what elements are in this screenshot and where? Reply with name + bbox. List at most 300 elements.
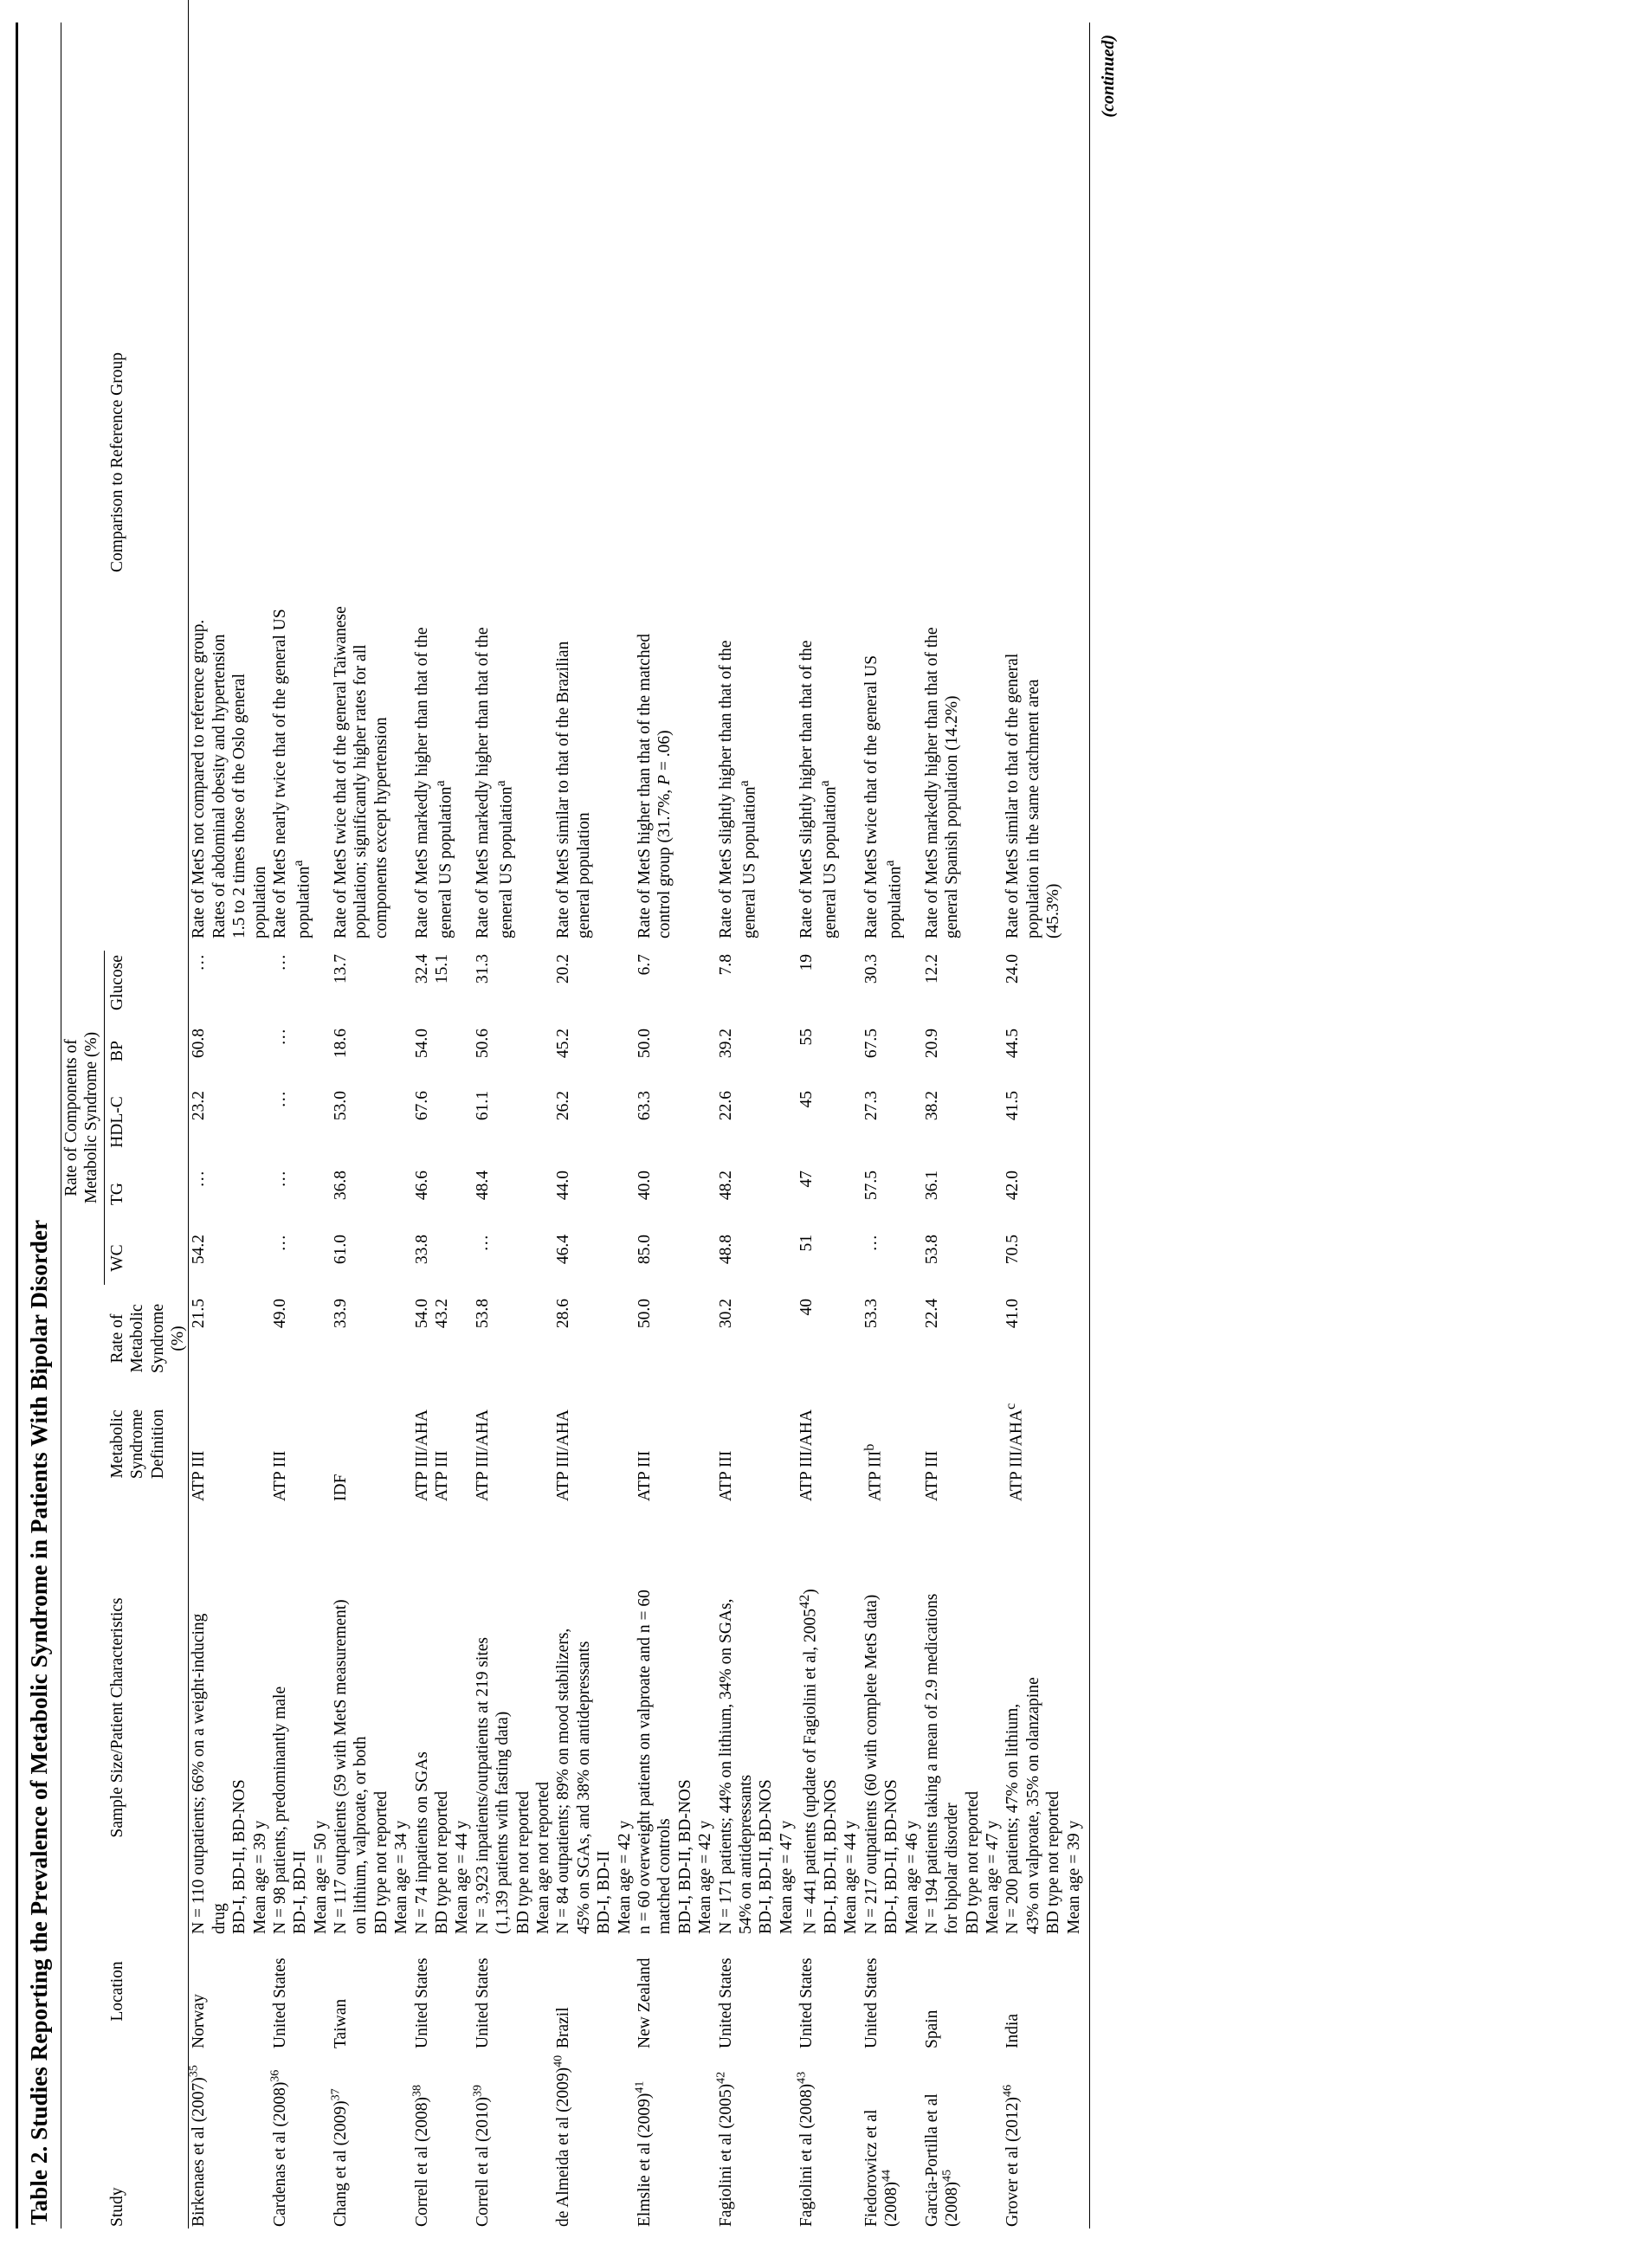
- cell-glucose-line: 12.2: [922, 954, 941, 984]
- cell-comparison-line: general US population$^a$: [816, 780, 840, 938]
- cell-location: [189, 1934, 270, 2048]
- cell-comparison: [553, 0, 635, 945]
- cell-hdl: [412, 1082, 473, 1162]
- cell-hdl-line: 23.2: [190, 1091, 209, 1121]
- cell-bp-line: …: [270, 1029, 289, 1046]
- col-rate-l4: (%): [168, 1325, 187, 1351]
- cell-wc: [473, 1226, 554, 1290]
- cell-sample-line: N = 217 outpatients (60 with complete MetS data): [861, 1594, 881, 1934]
- cell-sample-line: BD-I, BD-II, BD-NOS: [882, 1779, 901, 1934]
- cell-glucose-line: 19: [797, 954, 816, 971]
- cell-sample-line: BD type not reported: [963, 1790, 982, 1934]
- cell-location-line: Brazil: [554, 2007, 573, 2048]
- cell-definition-line: ATP III/AHA: [473, 1409, 492, 1501]
- cell-sample-line: BD type not reported: [433, 1790, 452, 1934]
- cell-glucose: [635, 945, 716, 1020]
- cell-glucose-line: 30.3: [861, 954, 881, 984]
- cell-sample-line: BD-I, BD-II, BD-NOS: [230, 1779, 249, 1934]
- cell-bp: [331, 1020, 412, 1082]
- cell-glucose: [922, 945, 1003, 1020]
- cell-rate: [922, 1290, 1003, 1387]
- table-head: [61, 0, 189, 2228]
- cell-bp-line: 50.0: [635, 1029, 654, 1059]
- cell-study: Fagiolini et al $(2008)^{43}$: [795, 2071, 816, 2227]
- cell-tg-line: 36.1: [922, 1171, 941, 1201]
- cell-location-line: United States: [797, 1958, 816, 2048]
- cell-bp-line: 55: [797, 1029, 816, 1046]
- col-definition-l2: Syndrome: [128, 1409, 147, 1480]
- col-definition-l3: Definition: [148, 1409, 167, 1480]
- cell-definition: [412, 1387, 473, 1501]
- cell-definition: [473, 1387, 554, 1501]
- cell-definition: [797, 1387, 861, 1501]
- cell-hdl-line: 45: [797, 1091, 816, 1108]
- cell-study: Fiedorowicz et al $(2008)^{44}$: [861, 2109, 901, 2227]
- cell-glucose: [797, 945, 861, 1020]
- cell-bp: [553, 1020, 635, 1082]
- cell-hdl-line: 53.0: [332, 1091, 351, 1121]
- cell-comparison: [189, 0, 270, 945]
- cell-location: [635, 1934, 716, 2048]
- cell-glucose: [412, 945, 473, 1020]
- cell-bp-line: 50.6: [473, 1029, 492, 1059]
- cell-sample: [553, 1501, 635, 1934]
- col-tg: TG: [107, 1183, 126, 1205]
- col-wc: WC: [107, 1244, 126, 1272]
- cell-sample-line: N = 98 patients, predominantly male: [270, 1686, 289, 1934]
- cell-comparison-line: population: [250, 866, 269, 938]
- cell-tg: [635, 1162, 716, 1226]
- cell-sample-line: (1,139 patients with fasting data): [494, 1711, 513, 1934]
- cell-bp: [797, 1020, 861, 1082]
- cell-hdl: [473, 1082, 554, 1162]
- cell-comparison-line: general US population$^a$: [735, 780, 759, 938]
- cell-comparison: [270, 0, 331, 945]
- cell-rate-line: 43.2: [433, 1299, 452, 1329]
- col-study: Study: [107, 2187, 126, 2227]
- components-header-line1: Rate of Components of: [62, 1039, 81, 1196]
- cell-wc-line: 48.8: [716, 1235, 735, 1265]
- cell-sample-line: BD-I, BD-II, BD-NOS: [821, 1779, 840, 1934]
- cell-hdl: [797, 1082, 861, 1162]
- cell-hdl-line: 22.6: [716, 1091, 735, 1121]
- cell-sample-line: 45% on SGAs, and 38% on antidepressants: [574, 1641, 593, 1934]
- cell-comparison-line: Rate of MetS not compared to reference group.: [190, 619, 209, 938]
- cell-rate: [412, 1290, 473, 1387]
- cell-tg: [861, 1162, 922, 1226]
- cell-hdl: [270, 1082, 331, 1162]
- cell-wc-line: …: [270, 1235, 289, 1252]
- cell-definition: [635, 1387, 716, 1501]
- cell-rate-line: 53.3: [861, 1299, 881, 1329]
- cell-rate-line: 50.0: [635, 1299, 654, 1329]
- cell-location: [412, 1934, 473, 2048]
- cell-study: Cardenas et al $(2008)^{36}$: [268, 2069, 289, 2227]
- col-rate-l1: Rate of: [107, 1313, 126, 1364]
- cell-sample-line: BD type not reported: [371, 1790, 390, 1934]
- cell-definition-line: ATP III$^b$: [861, 1443, 885, 1501]
- cell-hdl-line: 63.3: [635, 1091, 654, 1121]
- table-title: Table 2. Studies Reporting the Prevalence of Metabolic Syndrome in Patients With Bipolar Disorder: [16, 23, 61, 2228]
- cell-comparison-line: Rate of MetS twice that of the general US: [861, 655, 881, 938]
- cell-sample: [270, 1501, 331, 1934]
- cell-sample-line: Mean age = 47 y: [777, 1820, 796, 1934]
- cell-sample-line: N = 3,923 inpatients/outpatients at 219 sites: [473, 1636, 492, 1934]
- cell-tg: [716, 1162, 797, 1226]
- continued-label: (continued): [1099, 35, 1119, 118]
- cell-sample-line: n = 60 overweight patients on valproate and n = 60: [635, 1590, 654, 1934]
- components-group-header: [61, 945, 107, 1290]
- cell-wc-line: 46.4: [554, 1235, 573, 1265]
- cell-wc: [922, 1226, 1003, 1290]
- cell-sample-line: Mean age not reported: [533, 1782, 552, 1934]
- cell-hdl-line: 61.1: [473, 1091, 492, 1121]
- cell-location: [270, 1934, 331, 2048]
- cell-definition-line: ATP III: [716, 1450, 735, 1501]
- cell-comparison: [922, 0, 1003, 945]
- cell-bp-line: 39.2: [716, 1029, 735, 1059]
- cell-location-line: United States: [716, 1958, 735, 2048]
- cell-sample-line: BD-I, BD-II, BD-NOS: [675, 1779, 694, 1934]
- cell-definition: [331, 1387, 412, 1501]
- cell-sample-line: Mean age = 39 y: [1064, 1820, 1083, 1934]
- cell-rate: [635, 1290, 716, 1387]
- cell-tg-line: 44.0: [554, 1171, 573, 1201]
- cell-sample-line: Mean age = 39 y: [250, 1820, 269, 1934]
- cell-glucose-line: 13.7: [332, 954, 351, 984]
- cell-sample-line: BD type not reported: [1044, 1790, 1063, 1934]
- cell-definition-line: ATP III/AHA: [797, 1409, 816, 1501]
- cell-definition: [861, 1387, 922, 1501]
- cell-definition-line: ATP III/AHA$^c$: [1003, 1403, 1026, 1501]
- cell-comparison: [473, 0, 554, 945]
- table-row: [716, 0, 797, 2228]
- cell-sample: [922, 1501, 1003, 1934]
- cell-location-line: Spain: [922, 2009, 941, 2048]
- table-body: [189, 0, 1084, 2228]
- cell-definition-line: ATP III: [190, 1450, 209, 1501]
- cell-definition: [270, 1387, 331, 1501]
- cell-sample-line: N = 84 outpatients; 89% on mood stabilizers,: [554, 1628, 573, 1934]
- cell-sample-line: Mean age = 34 y: [392, 1820, 411, 1934]
- cell-tg-line: …: [190, 1171, 209, 1188]
- cell-tg-line: 42.0: [1003, 1171, 1023, 1201]
- cell-hdl-line: 38.2: [922, 1091, 941, 1121]
- cell-comparison-line: (45.3%): [1044, 883, 1063, 938]
- cell-wc: [861, 1226, 922, 1290]
- col-bp: BP: [107, 1041, 126, 1061]
- cell-definition-line: ATP III/AHA: [412, 1409, 431, 1501]
- cell-sample-line: Mean age = 47 y: [984, 1820, 1003, 1934]
- cell-wc-line: 85.0: [635, 1235, 654, 1265]
- cell-rate: [331, 1290, 412, 1387]
- table-row: [1003, 0, 1084, 2228]
- cell-sample-line: N = 171 patients; 44% on lithium, 34% on SGAs,: [716, 1598, 735, 1934]
- cell-sample: [635, 1501, 716, 1934]
- cell-hdl-line: 67.6: [412, 1091, 431, 1121]
- cell-glucose-line: 20.2: [554, 954, 573, 984]
- cell-comparison: [861, 0, 922, 945]
- cell-location-line: United States: [412, 1958, 431, 2048]
- cell-wc-line: 33.8: [412, 1235, 431, 1265]
- cell-rate: [716, 1290, 797, 1387]
- cell-tg-line: 36.8: [332, 1171, 351, 1201]
- cell-comparison-line: control group (31.7%, P = .06): [655, 730, 674, 938]
- cell-wc-line: …: [473, 1235, 492, 1252]
- cell-glucose-line: 15.1: [433, 954, 452, 984]
- cell-hdl: [861, 1082, 922, 1162]
- cell-study: Correll et al $(2010)^{39}$: [471, 2085, 492, 2227]
- cell-location: [1003, 1934, 1084, 2048]
- cell-glucose: [473, 945, 554, 1020]
- cell-location: [797, 1934, 861, 2048]
- cell-bp-line: 44.5: [1003, 1029, 1023, 1059]
- cell-comparison-line: Rate of MetS slightly higher than that of the: [797, 640, 816, 938]
- cell-comparison-line: Rates of abdominal obesity and hypertension: [210, 634, 229, 938]
- cell-glucose: [1003, 945, 1084, 1020]
- cell-hdl: [331, 1082, 412, 1162]
- cell-sample: [861, 1501, 922, 1934]
- table-row: [473, 0, 554, 2228]
- cell-wc-line: 61.0: [332, 1235, 351, 1265]
- cell-comparison: [797, 0, 861, 945]
- components-header-rule: [104, 951, 105, 1285]
- col-definition: [107, 1387, 189, 1501]
- cell-glucose-line: …: [190, 954, 209, 971]
- cell-sample-line: BD-I, BD-II, BD-NOS: [757, 1779, 776, 1934]
- col-rate-l2: Metabolic: [128, 1304, 147, 1373]
- cell-rate-line: 53.8: [473, 1299, 492, 1329]
- cell-glucose: [716, 945, 797, 1020]
- cell-sample: [1003, 1501, 1084, 1934]
- col-glucose: Glucose: [107, 955, 126, 1010]
- cell-tg-line: 48.2: [716, 1171, 735, 1201]
- cell-sample-line: 43% on valproate, 35% on olanzapine: [1023, 1677, 1042, 1934]
- cell-location: [716, 1934, 797, 2048]
- cell-sample-line: on lithium, valproate, or both: [352, 1736, 371, 1934]
- cell-wc-line: 51: [797, 1235, 816, 1252]
- cell-tg-line: 40.0: [635, 1171, 654, 1201]
- cell-tg-line: 48.4: [473, 1171, 492, 1201]
- cell-comparison-line: general US population$^a$: [493, 780, 516, 938]
- cell-sample: [797, 1501, 861, 1934]
- table-row: [635, 0, 716, 2228]
- cell-sample: [473, 1501, 554, 1934]
- cell-sample-line: Mean age = 44 y: [453, 1820, 472, 1934]
- cell-rate-line: 28.6: [554, 1299, 573, 1329]
- cell-rate: [270, 1290, 331, 1387]
- cell-rate-line: 49.0: [270, 1299, 289, 1329]
- cell-sample: [331, 1501, 412, 1934]
- cell-sample-line: 54% on antidepressants: [736, 1774, 755, 1934]
- cell-rate-line: 41.0: [1003, 1299, 1023, 1329]
- cell-comparison-line: Rate of MetS slightly higher than that of the: [716, 640, 735, 938]
- cell-comparison-line: Rate of MetS markedly higher than that of the: [412, 627, 431, 938]
- cell-glucose-line: 31.3: [473, 954, 492, 984]
- cell-bp-line: 18.6: [332, 1029, 351, 1059]
- col-rate-l3: Syndrome: [148, 1303, 167, 1374]
- cell-tg: [189, 1162, 270, 1226]
- cell-location: [861, 1934, 922, 2048]
- cell-glucose: [270, 945, 331, 1020]
- cell-bp: [716, 1020, 797, 1082]
- cell-bp-line: 67.5: [861, 1029, 881, 1059]
- cell-glucose-line: 7.8: [716, 954, 735, 976]
- cell-rate-line: 54.0: [412, 1299, 431, 1329]
- cell-tg: [922, 1162, 1003, 1226]
- cell-study: Garcia-Portilla et al $(2008)^{45}$: [922, 2093, 962, 2227]
- table-row: [331, 0, 412, 2228]
- prevalence-table: [61, 0, 1084, 2228]
- cell-sample-line: for bipolar disorder: [943, 1803, 962, 1934]
- cell-bp: [635, 1020, 716, 1082]
- cell-sample-line: BD-I, BD-II: [291, 1850, 310, 1934]
- cell-rate: [1003, 1290, 1084, 1387]
- cell-glucose: [331, 945, 412, 1020]
- cell-sample-line: N = 200 patients; 47% on lithium,: [1003, 1703, 1023, 1934]
- cell-glucose: [189, 945, 270, 1020]
- cell-wc: [270, 1226, 331, 1290]
- cell-tg: [797, 1162, 861, 1226]
- cell-bp: [922, 1020, 1003, 1082]
- cell-comparison-line: components except hypertension: [371, 717, 390, 938]
- cell-sample-line: Mean age = 44 y: [842, 1820, 861, 1934]
- cell-comparison-line: Rate of MetS similar to that of the general: [1003, 653, 1023, 938]
- cell-wc: [189, 1226, 270, 1290]
- table-row: [861, 0, 922, 2228]
- cell-definition: [922, 1387, 1003, 1501]
- cell-glucose: [861, 945, 922, 1020]
- cell-study: Correll et al $(2008)^{38}$: [410, 2085, 431, 2227]
- cell-definition-line: ATP III: [270, 1450, 289, 1501]
- cell-rate: [797, 1290, 861, 1387]
- cell-location-line: United States: [270, 1958, 289, 2048]
- cell-tg-line: 46.6: [412, 1171, 431, 1201]
- cell-comparison: [331, 0, 412, 945]
- cell-glucose-line: 24.0: [1003, 954, 1023, 984]
- cell-study: Elmslie et al $(2009)^{41}$: [633, 2080, 654, 2227]
- cell-study: de Almeida et al $(2009)^{40}$: [552, 2054, 573, 2227]
- cell-wc: [635, 1226, 716, 1290]
- cell-sample-line: N = 117 outpatients (59 with MetS measurement): [332, 1599, 351, 1934]
- cell-hdl-line: 27.3: [861, 1091, 881, 1121]
- cell-comparison-line: Rate of MetS markedly higher than that of the: [922, 627, 941, 938]
- cell-glucose: [553, 945, 635, 1020]
- cell-hdl-line: 41.5: [1003, 1091, 1023, 1121]
- cell-definition-line: IDF: [332, 1474, 351, 1501]
- cell-bp: [861, 1020, 922, 1082]
- table-row: [270, 0, 331, 2228]
- cell-tg: [473, 1162, 554, 1226]
- cell-sample-line: N = 110 outpatients; 66% on a weight-inducing: [190, 1613, 209, 1934]
- cell-location-line: Norway: [190, 1994, 209, 2048]
- table-row: [922, 0, 1003, 2228]
- cell-sample-line: N = 74 inpatients on SGAs: [412, 1751, 431, 1934]
- cell-hdl: [553, 1082, 635, 1162]
- components-header-line2: Metabolic Syndrome (%): [82, 1031, 101, 1204]
- cell-bp-line: 54.0: [412, 1029, 431, 1059]
- cell-tg: [270, 1162, 331, 1226]
- cell-hdl-line: 26.2: [554, 1091, 573, 1121]
- cell-wc: [553, 1226, 635, 1290]
- cell-study: Chang et al $(2009)^{37}$: [329, 2088, 351, 2227]
- cell-hdl: [189, 1082, 270, 1162]
- cell-sample-line: drug: [210, 1903, 229, 1934]
- cell-location-line: New Zealand: [635, 1958, 654, 2048]
- cell-hdl: [635, 1082, 716, 1162]
- cell-study: Fagiolini et al $(2005)^{42}$: [714, 2071, 735, 2227]
- cell-glucose-line: 32.4: [412, 954, 431, 984]
- cell-definition-line: ATP III: [433, 1450, 452, 1501]
- cell-comparison: [412, 0, 473, 945]
- cell-location: [553, 1934, 635, 2048]
- cell-bp-line: 60.8: [190, 1029, 209, 1059]
- cell-hdl: [922, 1082, 1003, 1162]
- cell-comparison-line: general US population$^a$: [432, 780, 455, 938]
- cell-comparison: [635, 0, 716, 945]
- cell-definition: [189, 1387, 270, 1501]
- cell-bp: [412, 1020, 473, 1082]
- cell-location-line: United States: [473, 1958, 492, 2048]
- cell-comparison: [1003, 0, 1084, 945]
- cell-location-line: Taiwan: [332, 1998, 351, 2048]
- table-row: [797, 0, 861, 2228]
- cell-rate-line: 21.5: [190, 1299, 209, 1329]
- cell-definition-line: ATP III: [635, 1450, 654, 1501]
- cell-sample: [716, 1501, 797, 1934]
- cell-tg: [412, 1162, 473, 1226]
- cell-comparison: [716, 0, 797, 945]
- cell-bp: [270, 1020, 331, 1082]
- cell-tg: [331, 1162, 412, 1226]
- cell-comparison-line: population$^a$: [881, 860, 905, 938]
- cell-sample-line: matched controls: [655, 1818, 674, 1934]
- cell-sample: [412, 1501, 473, 1934]
- cell-rate-line: 22.4: [922, 1299, 941, 1329]
- cell-wc: [412, 1226, 473, 1290]
- cell-sample-line: BD-I, BD-II: [595, 1850, 614, 1934]
- cell-location: [331, 1934, 412, 2048]
- cell-sample-line: BD type not reported: [513, 1790, 532, 1934]
- cell-tg: [553, 1162, 635, 1226]
- cell-bp-line: 20.9: [922, 1029, 941, 1059]
- cell-comparison-line: general population: [574, 812, 593, 938]
- table-row: [189, 0, 270, 2228]
- cell-comparison-line: 1.5 to 2 times those of the Oslo general: [230, 674, 249, 938]
- cell-location: [473, 1934, 554, 2048]
- table-row: [412, 0, 473, 2228]
- cell-definition-line: ATP III: [922, 1450, 941, 1501]
- cell-location-line: United States: [861, 1958, 881, 2048]
- cell-definition: [716, 1387, 797, 1501]
- cell-location: [922, 1934, 1003, 2048]
- cell-sample: [189, 1501, 270, 1934]
- cell-wc-line: …: [861, 1235, 881, 1252]
- cell-study: Grover et al $(2012)^{46}$: [1001, 2085, 1023, 2227]
- col-sample: Sample Size/Patient Characteristics: [107, 1597, 126, 1838]
- cell-sample-line: N = 441 patients (update of Fagiolini et al, 2005$^{42}$): [797, 1589, 820, 1934]
- cell-sample-line: Mean age = 42 y: [615, 1820, 634, 1934]
- cell-location-line: India: [1003, 2013, 1023, 2048]
- cell-wc: [1003, 1226, 1084, 1290]
- cell-hdl: [716, 1082, 797, 1162]
- cell-bp-line: 45.2: [554, 1029, 573, 1059]
- cell-rate-line: 30.2: [716, 1299, 735, 1329]
- cell-definition: [553, 1387, 635, 1501]
- col-location: Location: [107, 1961, 126, 2022]
- cell-tg-line: 57.5: [861, 1171, 881, 1201]
- cell-rate: [861, 1290, 922, 1387]
